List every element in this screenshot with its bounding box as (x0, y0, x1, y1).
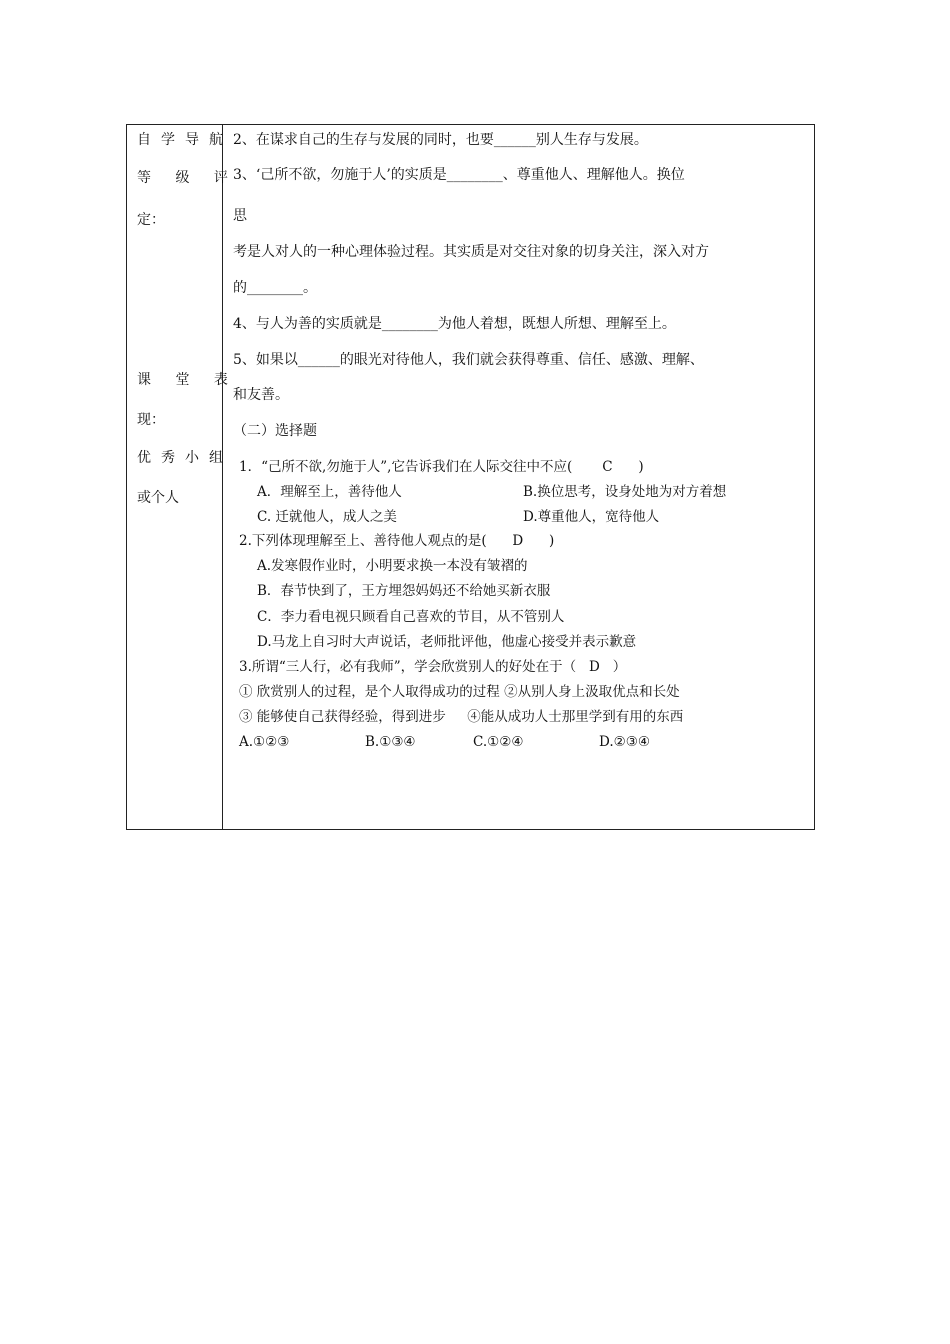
choice-q3-option-a: A.①②③ (239, 734, 290, 750)
section-title-choice: （二）选择题 (233, 423, 317, 439)
left-label-self-study: 自学导航 (137, 132, 233, 148)
choice-q1-option-b: B.换位思考，设身处地为对方着想 (523, 484, 727, 500)
fill-question-5-line2: 和友善。 (233, 387, 289, 403)
fill-question-3-line2: 思 (233, 208, 247, 224)
choice-q3-option-c: C.①②④ (473, 734, 524, 750)
fill-question-3-line3: 考是人对人的一种心理体验过程。其实质是对交往对象的切身关注，深入对方 (233, 244, 709, 260)
choice-q3-option-d: D.②③④ (599, 734, 650, 750)
choice-q3-stem: 3.所谓“三人行，必有我师”，学会欣赏别人的好处在于（ D ） (239, 659, 627, 675)
column-divider (222, 125, 223, 829)
left-label-evaluate: 定： (137, 212, 165, 228)
fill-question-3-line1: 3、‘己所不欲，勿施于人’的实质是________、尊重他人、理解他人。换位 (233, 167, 685, 183)
choice-q2-stem: 2.下列体现理解至上、善待他人观点的是( D ) (239, 533, 555, 549)
choice-q1-stem: 1．“己所不欲,勿施于人”,它告诉我们在人际交往中不应( C ) (239, 459, 644, 475)
choice-q3-option-b: B.①③④ (365, 734, 416, 750)
left-label-performance: 现： (137, 412, 165, 428)
choice-q1-option-a: A．理解至上，善待他人 (257, 484, 402, 500)
left-label-class: 课 堂 表 (137, 372, 238, 388)
choice-q3-statement-1-2: ① 欣赏别人的过程，是个人取得成功的过程 ②从别人身上汲取优点和长处 (239, 684, 680, 700)
choice-q2-option-c: C．李力看电视只顾看自己喜欢的节目，从不管别人 (257, 609, 565, 625)
choice-q2-option-a: A.发寒假作业时，小明要求换一本没有皱褶的 (257, 558, 528, 574)
fill-question-4: 4、与人为善的实质就是________为他人着想，既想人所想、理解至上。 (233, 316, 676, 332)
left-label-grade: 等 级 评 (137, 170, 238, 186)
fill-question-5-line1: 5、如果以______的眼光对待他人，我们就会获得尊重、信任、感激、理解、 (233, 352, 704, 368)
choice-q2-option-d: D.马龙上自习时大声说话，老师批评他，他虚心接受并表示歉意 (257, 634, 637, 650)
choice-q3-statement-3-4: ③ 能够使自己获得经验，得到进步 ④能从成功人士那里学到有用的东西 (239, 709, 684, 725)
choice-q1-option-c: C. 迁就他人，成人之美 (257, 509, 397, 525)
left-label-excellent-group: 优秀小组 (137, 450, 233, 466)
left-label-individual: 或个人 (137, 490, 179, 506)
choice-q1-option-d: D.尊重他人，宽待他人 (523, 509, 660, 525)
choice-q2-option-b: B．春节快到了，王方埋怨妈妈还不给她买新衣服 (257, 583, 551, 599)
fill-question-2: 2、在谋求自己的生存与发展的同时，也要______别人生存与发展。 (233, 132, 648, 148)
fill-question-3-line4: 的________。 (233, 280, 317, 296)
worksheet-table (126, 124, 815, 830)
